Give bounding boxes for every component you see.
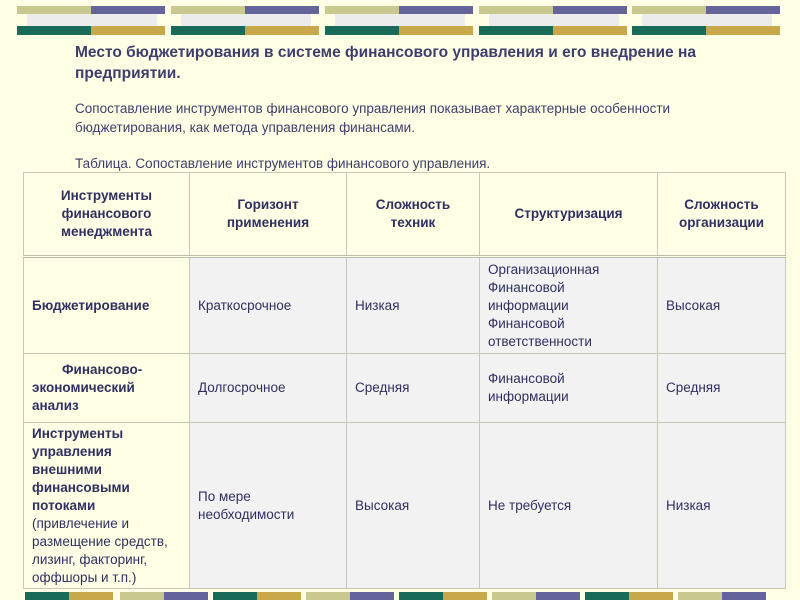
deco-block xyxy=(632,6,780,36)
tool-name: Инструменты управления внешними финансовыми потоками xyxy=(32,425,130,513)
table-row xyxy=(24,423,786,589)
structure-cell: Не требуется xyxy=(480,423,658,589)
deco-block xyxy=(171,6,319,36)
table-header-row xyxy=(24,173,786,257)
deco-segment xyxy=(257,592,301,600)
deco-block xyxy=(479,6,627,36)
deco-segment xyxy=(629,592,673,600)
organization-cell: Низкая xyxy=(658,423,786,589)
structure-cell: Финансовой информации xyxy=(480,354,658,423)
technique-cell: Средняя xyxy=(347,354,480,423)
tool-cell xyxy=(24,423,190,589)
header-cell: Инструменты финансового менеджмента xyxy=(24,173,190,257)
horizon-cell: Краткосрочное xyxy=(190,257,347,354)
header-cell: Горизонт применения xyxy=(190,173,347,257)
deco-block xyxy=(325,6,473,36)
structure-cell: Организационная Финансовой информации Финансовой ответственности xyxy=(480,257,658,354)
slide-title: Место бюджетирования в системе финансового управления и его внедрение на предприятии. xyxy=(75,44,696,82)
top-decoration xyxy=(0,6,800,36)
horizon-cell: По мере необходимости xyxy=(190,423,347,589)
organization-cell: Средняя xyxy=(658,354,786,423)
deco-segment xyxy=(164,592,208,600)
header-cell: Сложность организации xyxy=(658,173,786,257)
deco-segment xyxy=(25,592,69,600)
header-cell: Структуризация xyxy=(480,173,658,257)
bottom-decoration xyxy=(0,592,800,600)
tool-cell: Бюджетирование xyxy=(24,257,190,354)
horizon-cell: Долгосрочное xyxy=(190,354,347,423)
header-cell: Сложность техник xyxy=(347,173,480,257)
deco-segment xyxy=(120,592,164,600)
technique-cell: Низкая xyxy=(347,257,480,354)
tool-cell: Финансово-экономический анализ xyxy=(24,354,190,423)
tool-note: (привлечение и размещение средств, лизинг, факторинг, оффшоры и т.п.) xyxy=(32,515,168,585)
table-row xyxy=(24,257,786,354)
deco-segment xyxy=(536,592,580,600)
deco-segment xyxy=(443,592,487,600)
deco-segment xyxy=(585,592,629,600)
deco-segment xyxy=(492,592,536,600)
deco-segment xyxy=(722,592,766,600)
deco-segment xyxy=(350,592,394,600)
deco-segment xyxy=(399,592,443,600)
technique-cell: Высокая xyxy=(347,423,480,589)
deco-segment xyxy=(213,592,257,600)
comparison-table xyxy=(23,172,786,589)
intro-text: Сопоставление инструментов финансового управления показывает характерные особенности бюджетирования, как метода управления финансами. xyxy=(75,101,671,135)
table-row xyxy=(24,354,786,423)
organization-cell: Высокая xyxy=(658,257,786,354)
deco-segment xyxy=(306,592,350,600)
deco-block xyxy=(17,6,165,36)
deco-segment xyxy=(678,592,722,600)
table-caption: Таблица. Сопоставление инструментов финансового управления. xyxy=(75,156,491,171)
deco-segment xyxy=(69,592,113,600)
